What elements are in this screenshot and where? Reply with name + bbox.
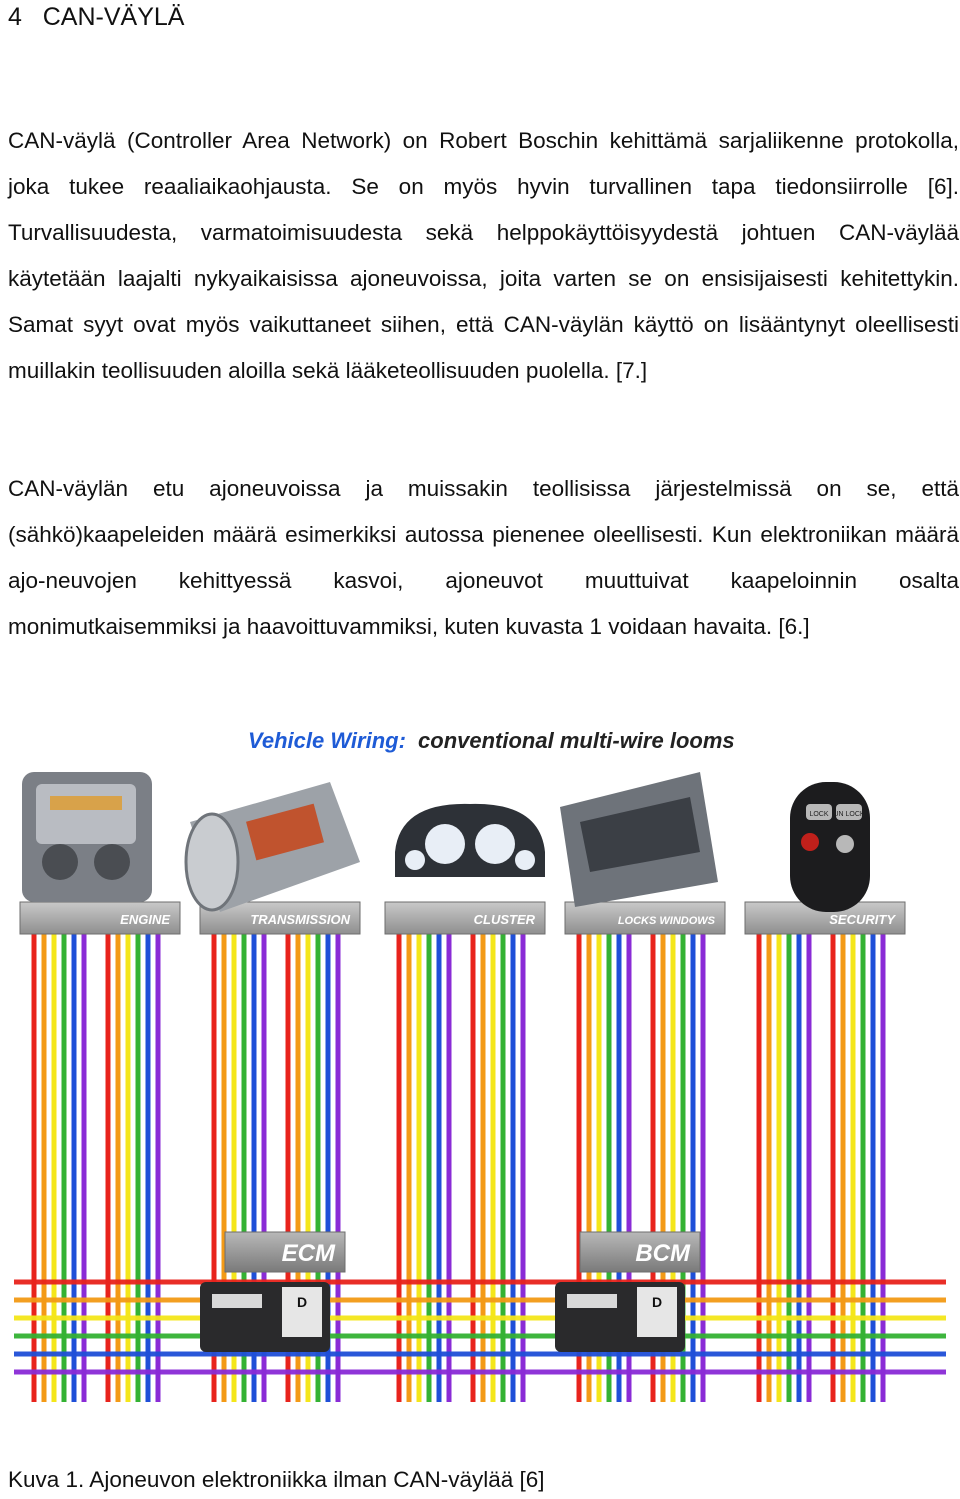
figure-title — [248, 728, 735, 753]
module-label-2: TRANSMISSION — [250, 912, 350, 927]
module-label-1: ENGINE — [120, 912, 170, 927]
module-label-4: LOCKS WINDOWS — [617, 915, 715, 927]
cluster-illustration — [395, 804, 545, 877]
remote-button-lock: LOCK — [809, 811, 829, 818]
svg-text:D: D — [296, 1294, 308, 1310]
engine-illustration — [22, 772, 152, 902]
remote-button-unlock: UN LOCK — [833, 811, 865, 818]
ecm-unit-illustration — [200, 1282, 330, 1352]
module-boxes — [20, 902, 905, 934]
controller-label-1: ECM — [281, 1240, 335, 1267]
svg-text:D: D — [651, 1294, 663, 1310]
wire-looms — [14, 934, 946, 1402]
vehicle-wiring-figure — [0, 712, 960, 1412]
controller-boxes — [225, 1232, 700, 1272]
bcm-unit-illustration — [555, 1282, 685, 1352]
section-number: 4 — [8, 3, 22, 31]
figure-title-part1: Vehicle Wiring: — [248, 728, 406, 753]
key-fob-illustration — [790, 782, 870, 912]
section-title: CAN-VÄYLÄ — [42, 3, 185, 31]
module-label-3: CLUSTER — [473, 912, 535, 927]
section-heading — [8, 2, 184, 32]
paragraph-1: CAN-väylä (Controller Area Network) on Robert Boschin kehittämä sarjaliikenne protokolla, joka tukee reaaliaikaohjausta. Se on myös hyvin turvallinen tapa tiedonsiirrolle [6]. Turvallisuudesta, varmatoimisuudesta sekä helppokäyttöisyydestä johtuen CAN-väylää käytetään laajalti nykyaikaisissa ajoneuvoissa, joita varten se on ensisijaisesti kehitettykin. Samat syyt ovat myös vaikuttaneet siihen, että CAN-väylän käyttö on lisääntynyt oleellisesti muillakin teollisuuden aloilla sekä lääketeollisuuden puolella. [7.] — [8, 128, 959, 383]
door-panel-illustration — [560, 772, 718, 907]
transmission-illustration — [186, 782, 360, 912]
figure-title-part2: conventional multi-wire looms — [418, 728, 735, 753]
controller-label-2: BCM — [635, 1240, 690, 1267]
figure-caption: Kuva 1. Ajoneuvon elektroniikka ilman CAN-väylää [6] — [8, 1467, 545, 1492]
paragraph-2: CAN-väylän etu ajoneuvoissa ja muissakin teollisissa järjestelmissä on se, että (sähkö)kaapeleiden määrä esimerkiksi autossa pienenee oleellisesti. Kun elektroniikan määrä ajo-neuvojen kehittyessä kasvoi, ajoneuvot muuttuivat kaapeloinnin osalta monimutkaisemmiksi ja haavoittuvammiksi, kuten kuvasta 1 voidaan havaita. [6.] — [8, 476, 959, 639]
module-label-5: SECURITY — [829, 912, 895, 927]
